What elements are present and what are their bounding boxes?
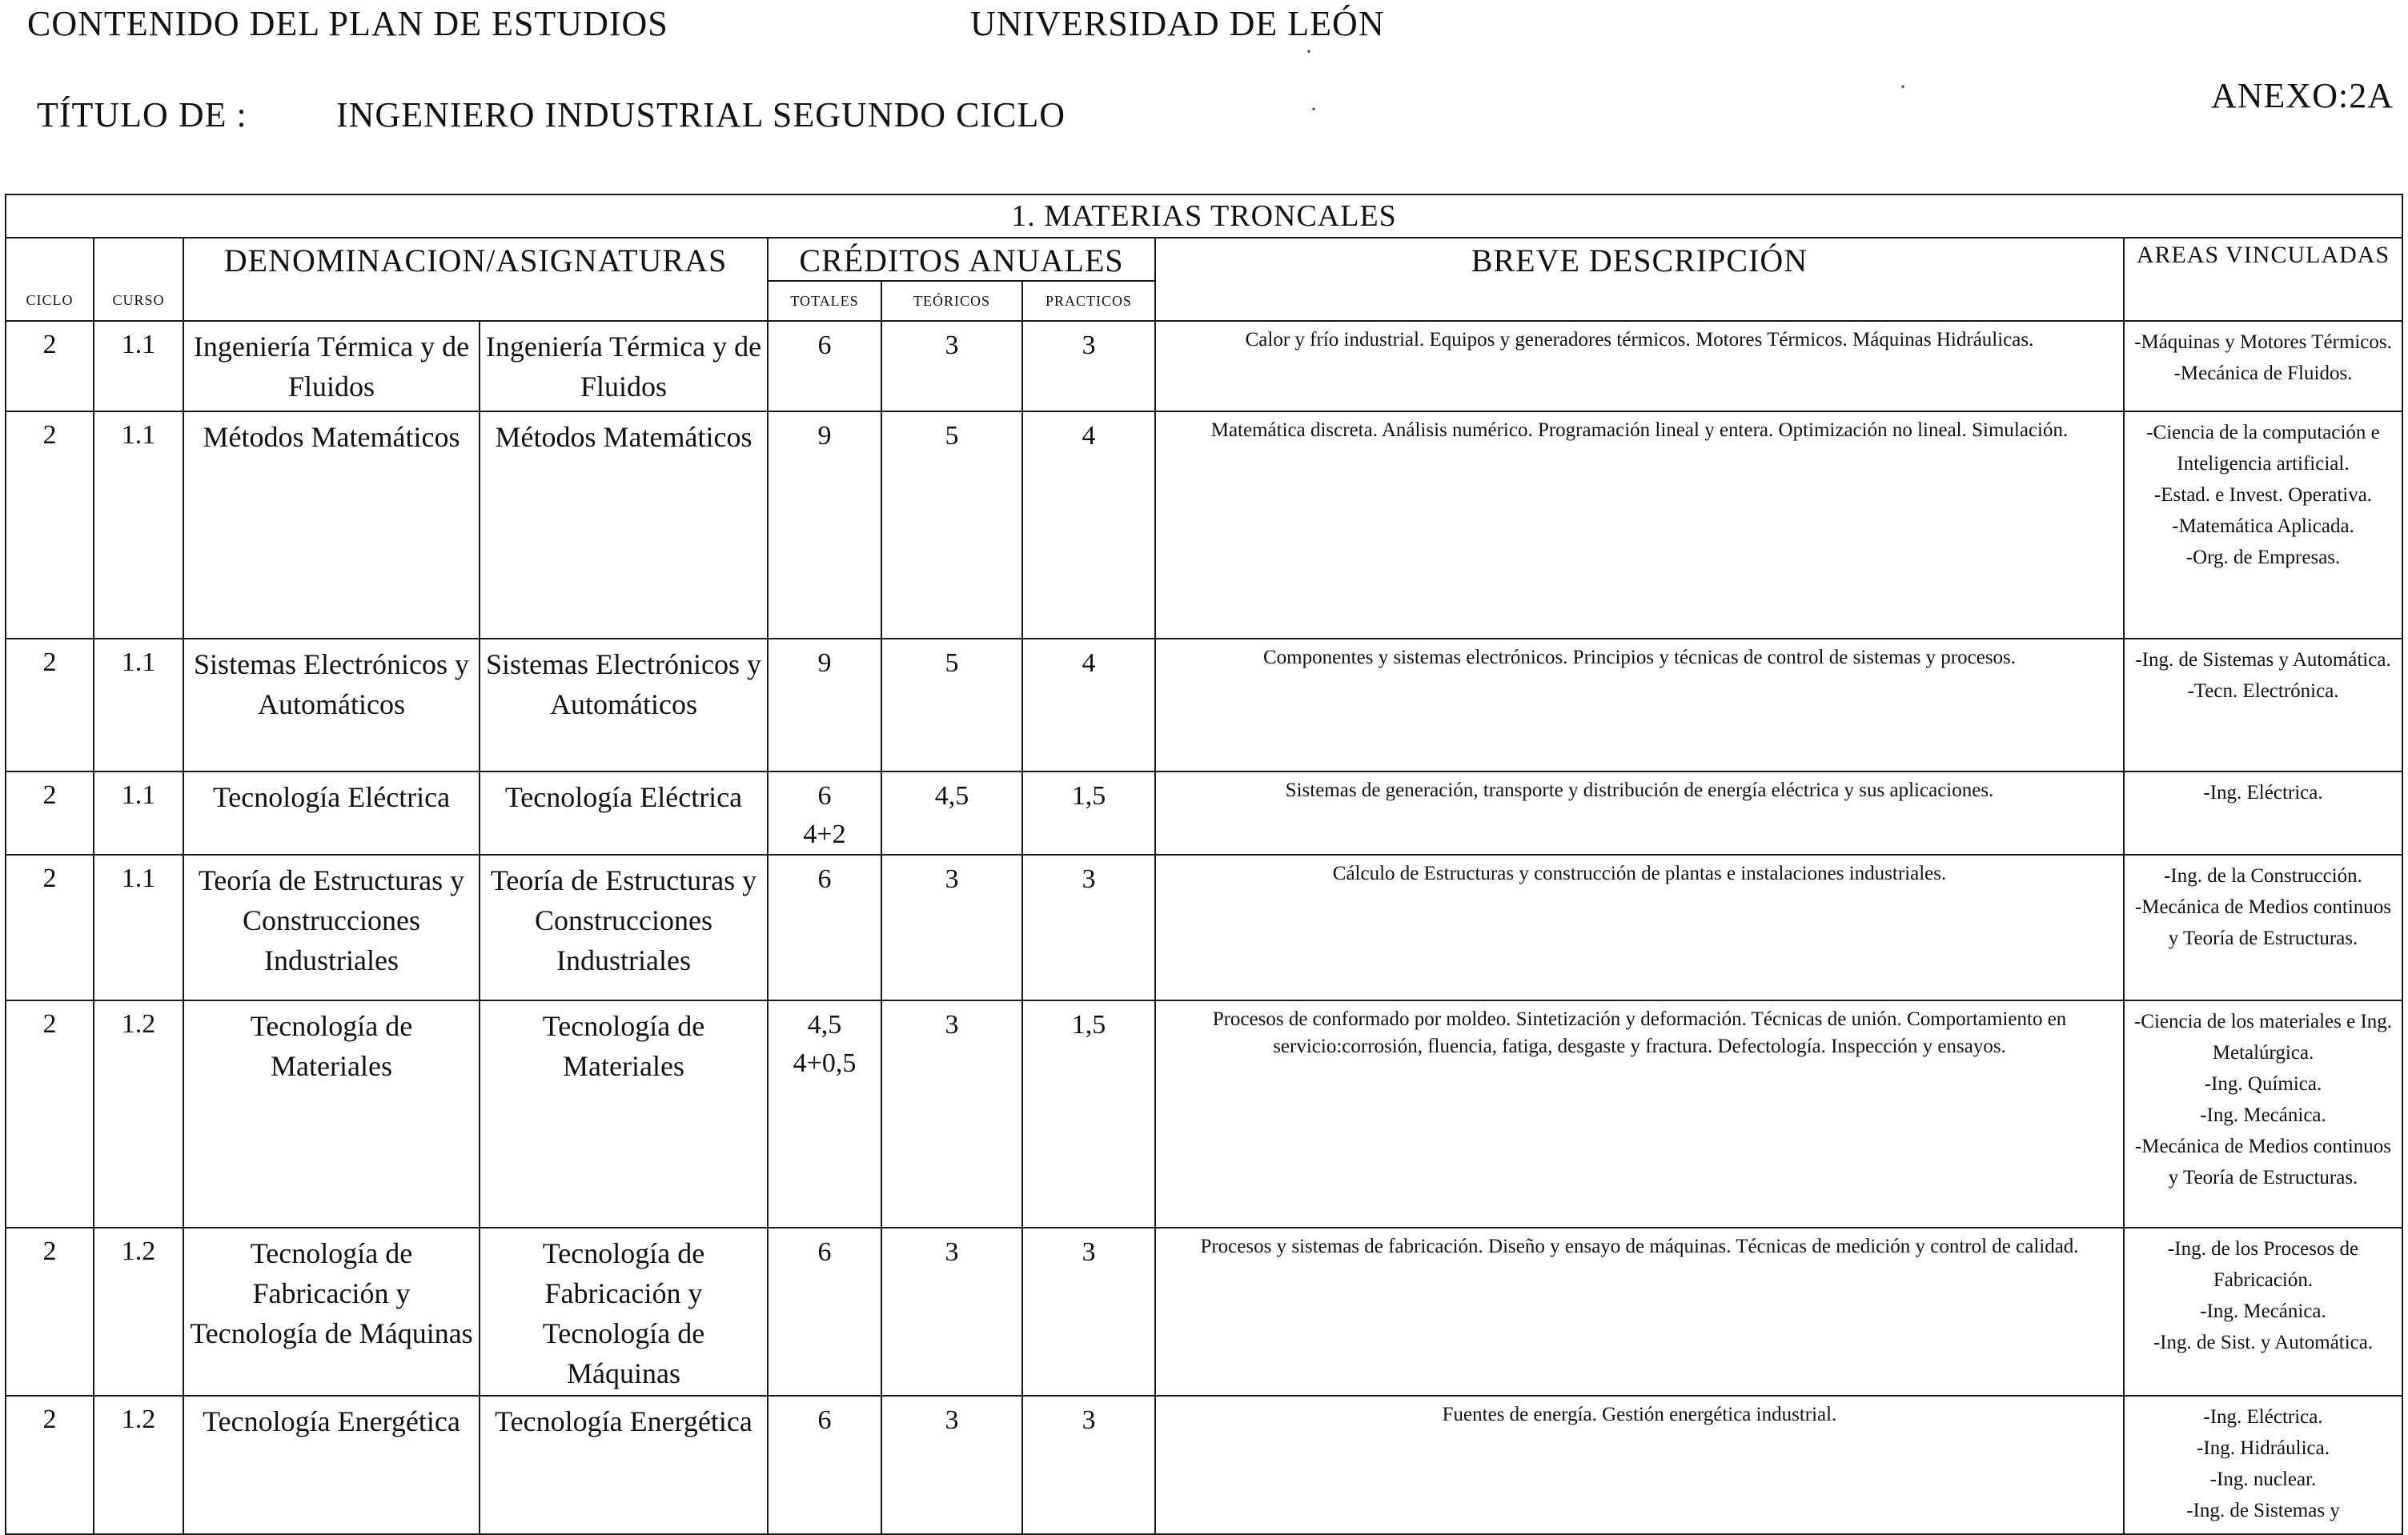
scan-speck: · [1899, 74, 1907, 100]
table-row [6, 321, 2402, 411]
teoricos-header: TEÓRICOS [881, 281, 1022, 321]
teoricos-cell: 3 [881, 1228, 1022, 1396]
teoricos-cell: 5 [881, 639, 1022, 771]
area-item: -Ing. nuclear. [2209, 1468, 2317, 1490]
area-item: -Tecn. Electrónica. [2187, 680, 2339, 703]
denominacion-cell: Tecnología de Materiales [183, 1000, 480, 1228]
curso-cell: 1.1 [94, 321, 183, 411]
area-item: -Máquinas y Motores Térmicos. [2134, 331, 2392, 354]
descripcion-cell: Calor y frío industrial. Equipos y generadores térmicos. Motores Térmicos. Máquinas Hidráulicas. [1155, 321, 2124, 411]
areas-cell [2124, 772, 2402, 856]
teoricos-cell: 3 [881, 321, 1022, 411]
table-row [6, 1396, 2402, 1534]
denominacion-cell: Sistemas Electrónicos y Automáticos [183, 639, 480, 771]
area-item: -Ing. de Sistemas y [2186, 1499, 2340, 1521]
descripcion-cell: Cálculo de Estructuras y construcción de plantas e instalaciones industriales. [1155, 855, 2124, 1000]
totales-cell [768, 1396, 881, 1534]
area-item: -Ciencia de la computación e Inteligencia artificial. [2146, 422, 2380, 475]
practicos-cell: 4 [1022, 411, 1155, 639]
teoricos-cell: 3 [881, 855, 1022, 1000]
asignatura-cell: Ingeniería Térmica y de Fluidos [480, 321, 768, 411]
table-row [6, 411, 2402, 639]
area-item: -Ing. de Sistemas y Automática. [2135, 649, 2391, 671]
ciclo-cell: 2 [6, 1000, 94, 1228]
area-item: -Ing. Mecánica. [2200, 1301, 2326, 1322]
totales-value: 6 [817, 780, 832, 811]
descripcion-cell: Matemática discreta. Análisis numérico. Programación lineal y entera. Optimización no lineal. Simulación. [1155, 411, 2124, 639]
denominacion-cell: Métodos Matemáticos [183, 411, 480, 639]
curso-cell: 1.1 [94, 411, 183, 639]
ciclo-cell: 2 [6, 321, 94, 411]
practicos-cell: 3 [1022, 1228, 1155, 1396]
table-row [6, 639, 2402, 771]
denominacion-cell: Tecnología Energética [183, 1396, 480, 1534]
area-item: -Estad. e Invest. Operativa. [2153, 484, 2373, 507]
asignatura-cell: Sistemas Electrónicos y Automáticos [480, 639, 768, 771]
teoricos-cell: 3 [881, 1396, 1022, 1534]
practicos-cell: 3 [1022, 855, 1155, 1000]
area-item: -Ing. de Sist. y Automática. [2153, 1332, 2374, 1353]
asignatura-cell: Teoría de Estructuras y Construcciones Industriales [480, 855, 768, 1000]
materias-troncales-table [5, 194, 2403, 1535]
ciclo-header: CICLO [6, 238, 94, 321]
descripcion-cell: Componentes y sistemas electrónicos. Principios y técnicas de control de sistemas y procesos. [1155, 639, 2124, 771]
area-item: -Ing. Eléctrica. [2203, 781, 2323, 804]
totales-value: 9 [817, 421, 832, 451]
ciclo-cell: 2 [6, 772, 94, 856]
totales-cell [768, 1228, 881, 1396]
ciclo-cell: 2 [6, 1228, 94, 1396]
area-item: -Mecánica de Medios continuos y Teoría de Estructuras. [2134, 896, 2392, 950]
area-item: -Ing. Química. [2204, 1072, 2322, 1095]
table-row [6, 1000, 2402, 1228]
anexo-label: ANEXO:2A [2211, 76, 2394, 115]
scan-speck: · [1305, 38, 1313, 65]
curso-cell: 1.2 [94, 1000, 183, 1228]
areas-cell [2124, 639, 2402, 771]
totales-cell [768, 1000, 881, 1228]
curso-cell: 1.1 [94, 772, 183, 856]
area-item: -Matemática Aplicada. [2172, 515, 2354, 538]
descripcion-header: BREVE DESCRIPCIÓN [1155, 238, 2124, 321]
ciclo-cell: 2 [6, 411, 94, 639]
ciclo-cell: 2 [6, 639, 94, 771]
titulo-value: INGENIERO INDUSTRIAL SEGUNDO CICLO [336, 95, 1066, 134]
asignatura-cell: Métodos Matemáticos [480, 411, 768, 639]
asignatura-cell: Tecnología Eléctrica [480, 772, 768, 856]
asignatura-cell: Tecnología de Materiales [480, 1000, 768, 1228]
area-item: -Org. de Empresas. [2185, 547, 2341, 569]
table-row [6, 855, 2402, 1000]
totales-cell [768, 639, 881, 771]
area-item: -Ing. de los Procesos de Fabricación. [2167, 1238, 2359, 1291]
curso-cell: 1.1 [94, 855, 183, 1000]
ciclo-cell: 2 [6, 1396, 94, 1534]
areas-cell [2124, 411, 2402, 639]
document-header-left: CONTENIDO DEL PLAN DE ESTUDIOS [27, 4, 668, 43]
areas-header: AREAS VINCULADAS [2124, 238, 2402, 321]
totales-value: 4,5 [807, 1009, 842, 1040]
totales-value: 6 [817, 864, 832, 895]
area-item: -Mecánica de Medios continuos y Teoría de Estructuras. [2134, 1135, 2392, 1188]
teoricos-cell: 3 [881, 1000, 1022, 1228]
practicos-cell: 1,5 [1022, 1000, 1155, 1228]
creditos-header: CRÉDITOS ANUALES [768, 238, 1155, 280]
denominacion-cell: Tecnología Eléctrica [183, 772, 480, 856]
practicos-cell: 3 [1022, 1396, 1155, 1534]
denominacion-cell: Tecnología de Fabricación y Tecnología de Máquinas [183, 1228, 480, 1396]
curso-cell: 1.1 [94, 639, 183, 771]
areas-cell [2124, 321, 2402, 411]
descripcion-cell: Procesos de conformado por moldeo. Sintetización y deformación. Técnicas de unión. Comportamiento en servicio:corrosión, fluencia, fatiga, desgaste y fractura. Defectología. Inspección y ensayos. [1155, 1000, 2124, 1228]
totales-value: 4+2 [803, 819, 846, 849]
area-item: -Ing. Eléctrica. [2203, 1405, 2323, 1428]
denominacion-cell: Ingeniería Térmica y de Fluidos [183, 321, 480, 411]
titulo-label: TÍTULO DE : [37, 95, 247, 134]
area-item: -Ciencia de los materiales e Ing. Metalúrgica. [2133, 1010, 2393, 1064]
area-item: -Mecánica de Fluidos. [2173, 363, 2353, 385]
totales-cell [768, 411, 881, 639]
ciclo-cell: 2 [6, 855, 94, 1000]
areas-cell [2124, 855, 2402, 1000]
asignatura-cell: Tecnología Energética [480, 1396, 768, 1534]
totales-value: 6 [817, 331, 832, 361]
totales-cell [768, 772, 881, 856]
university-name: UNIVERSIDAD DE LEÓN [970, 4, 1385, 43]
section-title-row [6, 194, 2402, 238]
descripcion-cell: Procesos y sistemas de fabricación. Diseño y ensayo de máquinas. Técnicas de medición y control de calidad. [1155, 1228, 2124, 1396]
practicos-cell: 1,5 [1022, 772, 1155, 856]
totales-value: 6 [817, 1405, 832, 1435]
area-item: -Ing. Mecánica. [2200, 1104, 2326, 1126]
practicos-cell: 3 [1022, 321, 1155, 411]
teoricos-cell: 4,5 [881, 772, 1022, 856]
areas-cell [2124, 1000, 2402, 1228]
areas-cell [2124, 1396, 2402, 1534]
table-row [6, 772, 2402, 856]
practicos-cell: 4 [1022, 639, 1155, 771]
practicos-header: PRACTICOS [1022, 281, 1155, 321]
area-item: -Ing. de la Construcción. [2164, 865, 2362, 888]
denominacion-header: DENOMINACION/ASIGNATURAS [183, 238, 768, 321]
table-row [6, 1228, 2402, 1396]
header-row-1 [6, 238, 2402, 280]
curso-cell: 1.2 [94, 1396, 183, 1534]
totales-header: TOTALES [768, 281, 881, 321]
curso-cell: 1.2 [94, 1228, 183, 1396]
totales-value: 9 [817, 648, 832, 679]
totales-cell [768, 321, 881, 411]
denominacion-cell: Teoría de Estructuras y Construcciones Industriales [183, 855, 480, 1000]
area-item: -Ing. Hidráulica. [2197, 1437, 2330, 1459]
descripcion-cell: Fuentes de energía. Gestión energética industrial. [1155, 1396, 2124, 1534]
teoricos-cell: 5 [881, 411, 1022, 639]
curso-header: CURSO [94, 238, 183, 321]
section-title: 1. MATERIAS TRONCALES [6, 194, 2402, 238]
scan-speck: · [1310, 96, 1318, 122]
asignatura-cell: Tecnología de Fabricación y Tecnología de Máquinas [480, 1228, 768, 1396]
totales-value: 4+0,5 [793, 1048, 857, 1078]
totales-cell [768, 855, 881, 1000]
totales-value: 6 [817, 1237, 832, 1267]
areas-cell [2124, 1228, 2402, 1396]
descripcion-cell: Sistemas de generación, transporte y distribución de energía eléctrica y sus aplicaciones. [1155, 772, 2124, 856]
